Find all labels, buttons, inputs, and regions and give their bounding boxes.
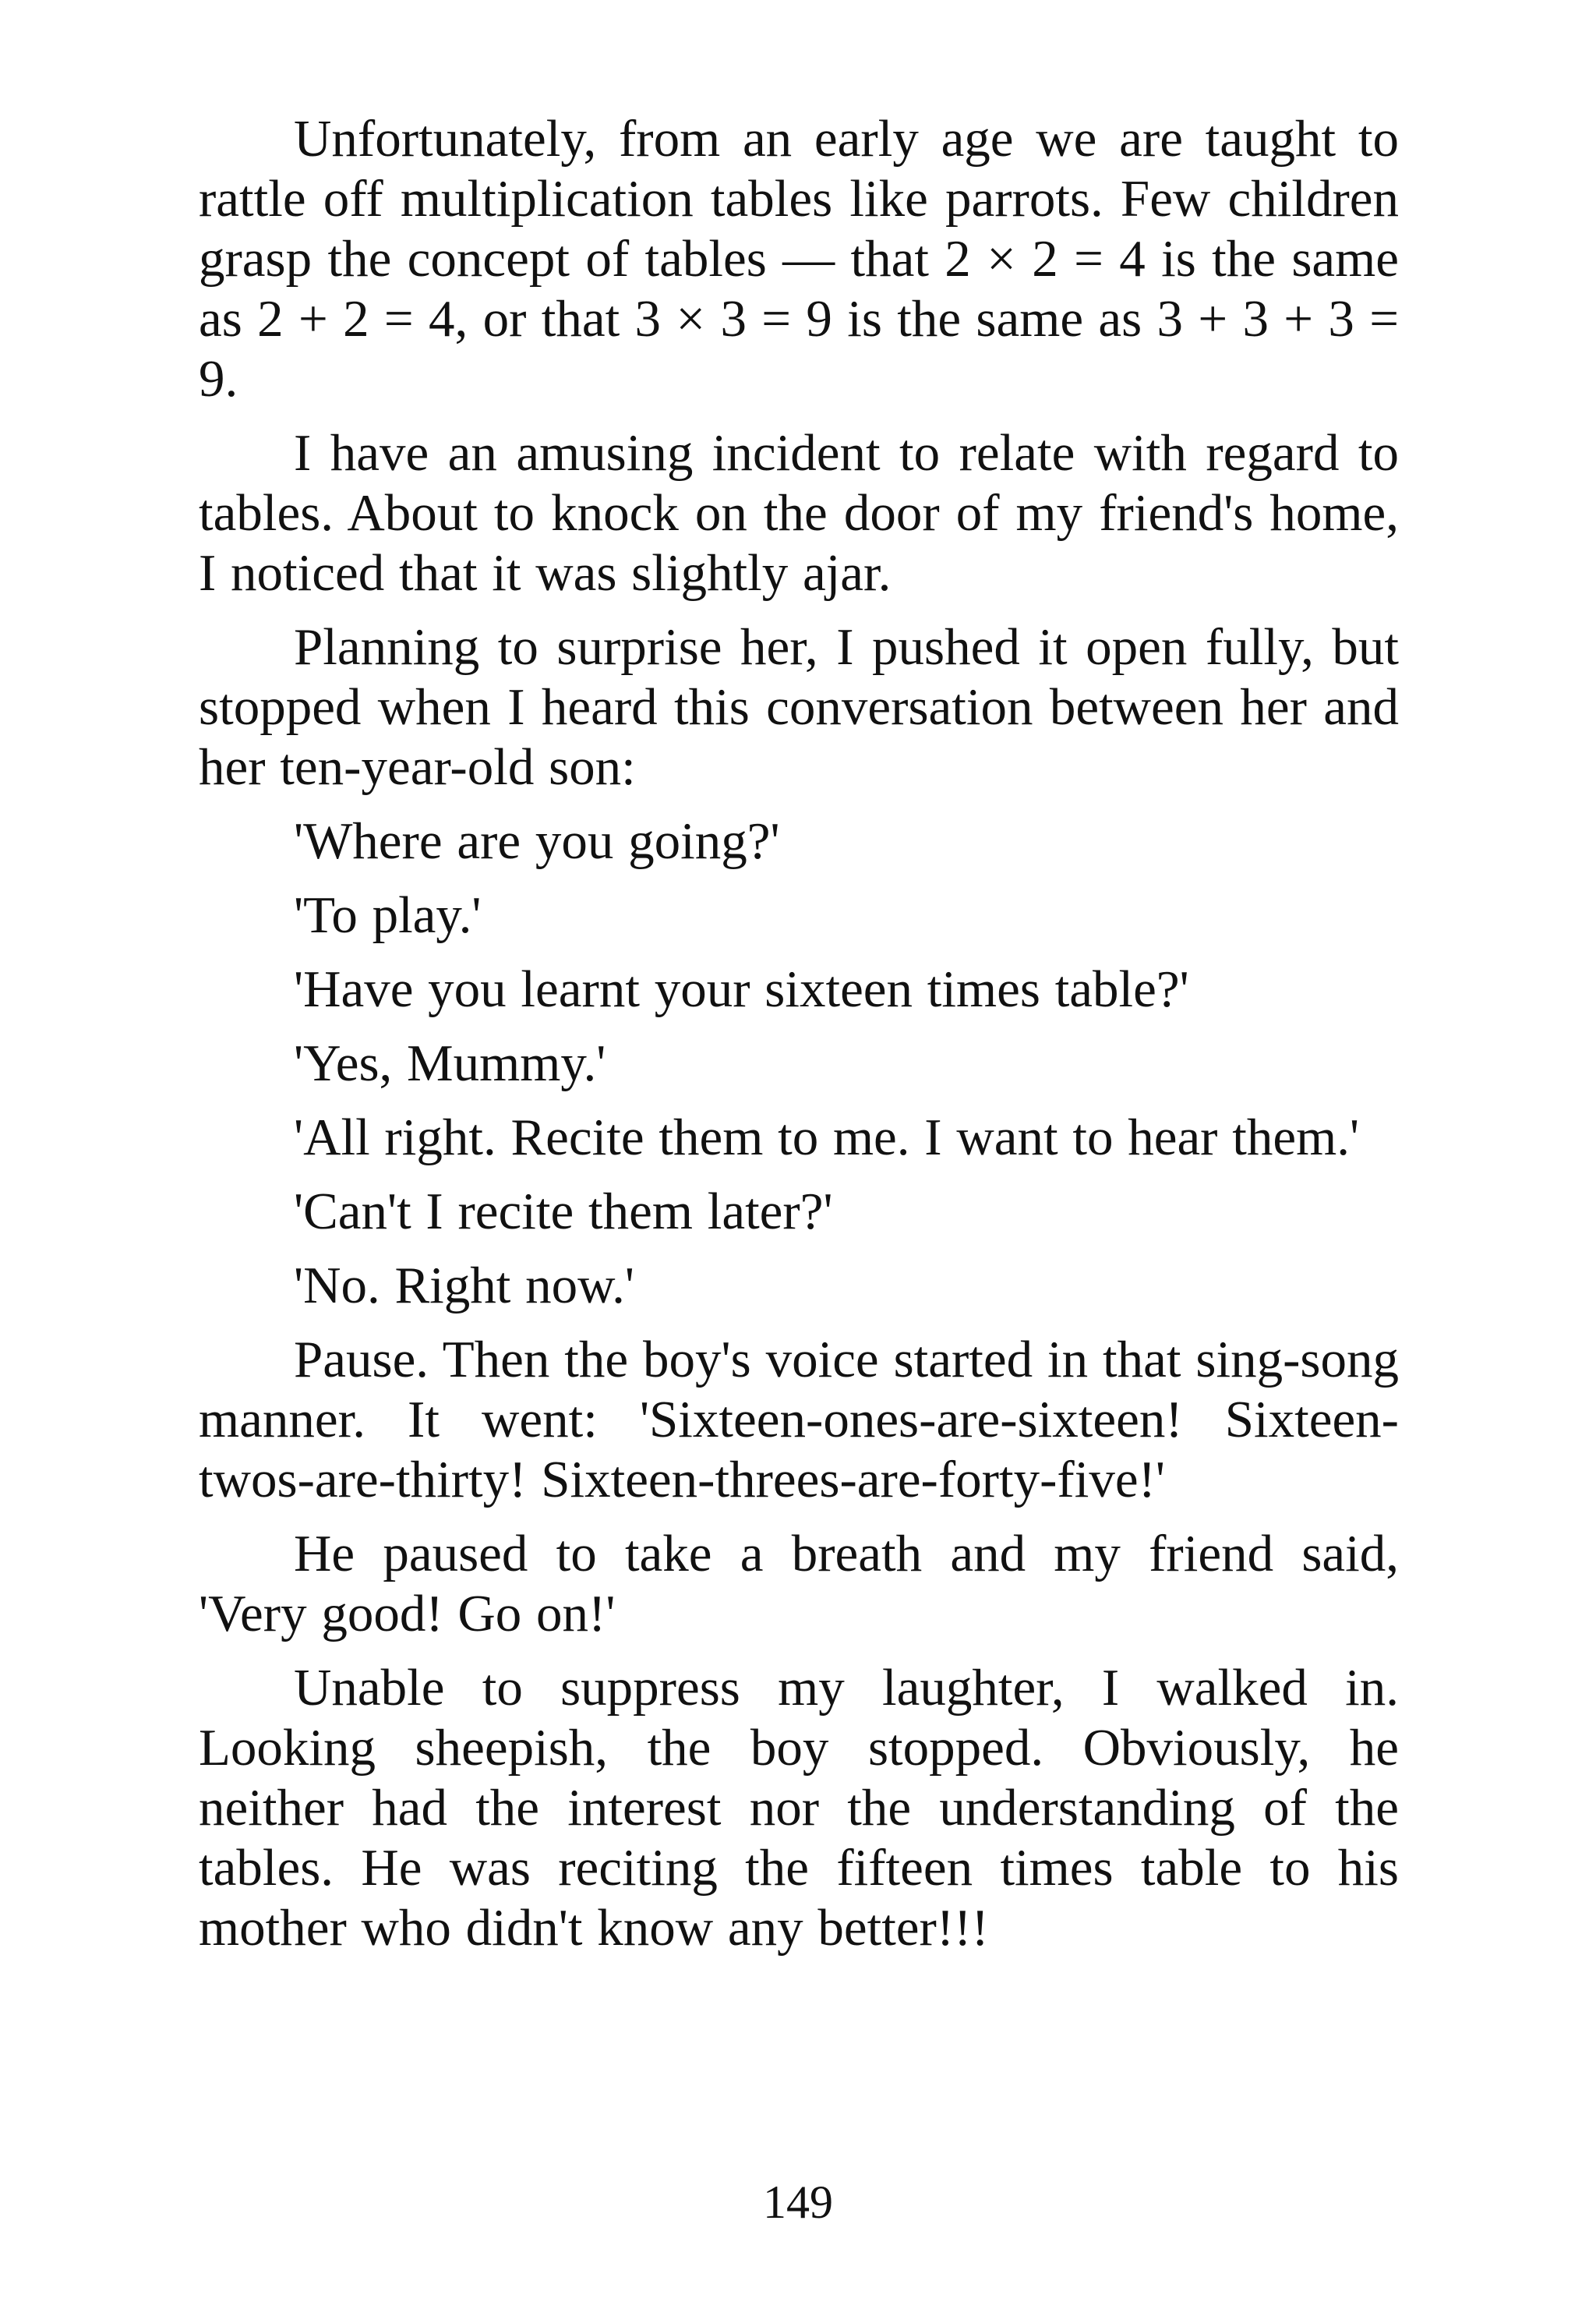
paragraph: Pause. Then the boy's voice started in that sing-song manner. It went: 'Sixteen-ones-are-sixteen! Sixteen-twos-are-thirty! Sixteen-threes-are-forty-five!' [199, 1331, 1399, 1508]
paragraph: Unable to suppress my laughter, I walked in. Looking sheepish, the boy stopped. Obviously, he neither had the interest nor the understanding of the tables. He was reciting the fifteen times table to his mother who didn't know any better!!! [199, 1659, 1399, 1957]
paragraph: Planning to surprise her, I pushed it open fully, but stopped when I heard this conversation between her and her ten-year-old son: [199, 618, 1399, 796]
page-body [199, 109, 1399, 1972]
paragraph: He paused to take a breath and my friend said, 'Very good! Go on!' [199, 1525, 1399, 1642]
dialogue-line: 'Have you learnt your sixteen times table?' [294, 960, 1189, 1018]
dialogue-line: 'To play.' [294, 886, 482, 944]
page-number: 149 [763, 2176, 833, 2228]
dialogue-line: 'Where are you going?' [294, 812, 780, 870]
paragraph: Unfortunately, from an early age we are taught to rattle off multiplication tables like parrots. Few children grasp the concept of tables — that 2 × 2 = 4 is the same as 2 + 2 = 4, or that 3 × 3 = 9 is the same as 3 + 3 + 3 = 9. [199, 110, 1399, 408]
dialogue-line: 'Can't I recite them later?' [294, 1183, 833, 1240]
paragraph: I have an amusing incident to relate with regard to tables. About to knock on the door of my friend's home, I noticed that it was slightly ajar. [199, 424, 1399, 602]
dialogue-line: 'No. Right now.' [294, 1257, 634, 1314]
dialogue-line: 'Yes, Mummy.' [294, 1034, 606, 1092]
dialogue-line: 'All right. Recite them to me. I want to hear them.' [294, 1108, 1360, 1166]
